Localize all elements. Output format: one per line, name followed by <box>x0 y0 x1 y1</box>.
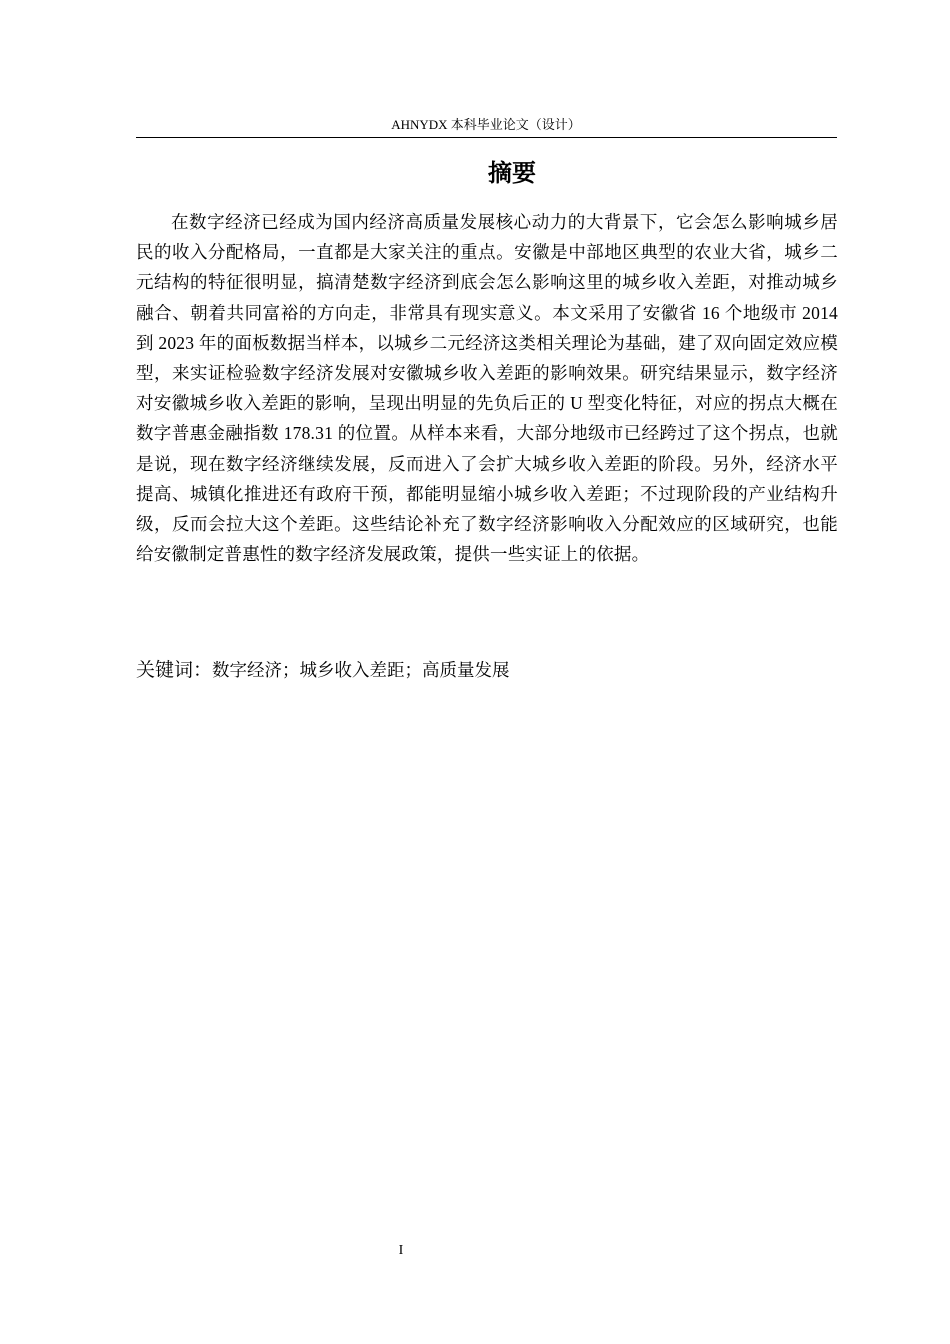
page-number: I <box>398 1243 404 1258</box>
abstract-body: 在数字经济已经成为国内经济高质量发展核心动力的大背景下，它会怎么影响城乡居民的收入分配格局，一直都是大家关注的重点。安徽是中部地区典型的农业大省，城乡二元结构的特征很明显，搞清楚数字经济到底会怎么影响这里的城乡收入差距，对推动城乡融合、朝着共同富裕的方向走，非常具有现实意义。本文采用了安徽省 16 个地级市 2014 到 2023 年的面板数据当样本，以城乡二元经济这类相关理论为基础，建了双向固定效应模型，来实证检验数字经济发展对安徽城乡收入差距的影响效果。研究结果显示，数字经济对安徽城乡收入差距的影响，呈现出明显的先负后正的 U 型变化特征，对应的拐点大概在数字普惠金融指数 178.31 的位置。从样本来看，大部分地级市已经跨过了这个拐点，也就是说，现在数字经济继续发展，反而进入了会扩大城乡收入差距的阶段。另外，经济水平提高、城镇化推进还有政府干预，都能明显缩小城乡收入差距；不过现阶段的产业结构升级，反而会拉大这个差距。这些结论补充了数字经济影响收入分配效应的区域研究，也能给安徽制定普惠性的数字经济发展政策，提供一些实证上的依据。 <box>136 212 838 565</box>
keywords-terms: 数字经济；城乡收入差距；高质量发展 <box>212 660 510 680</box>
keywords-label: 关键词： <box>136 659 213 681</box>
header-rule <box>136 137 837 138</box>
keywords-line <box>136 655 838 685</box>
running-header: AHNYDX 本科毕业论文（设计） <box>391 117 581 132</box>
abstract-title: 摘要 <box>488 159 536 187</box>
